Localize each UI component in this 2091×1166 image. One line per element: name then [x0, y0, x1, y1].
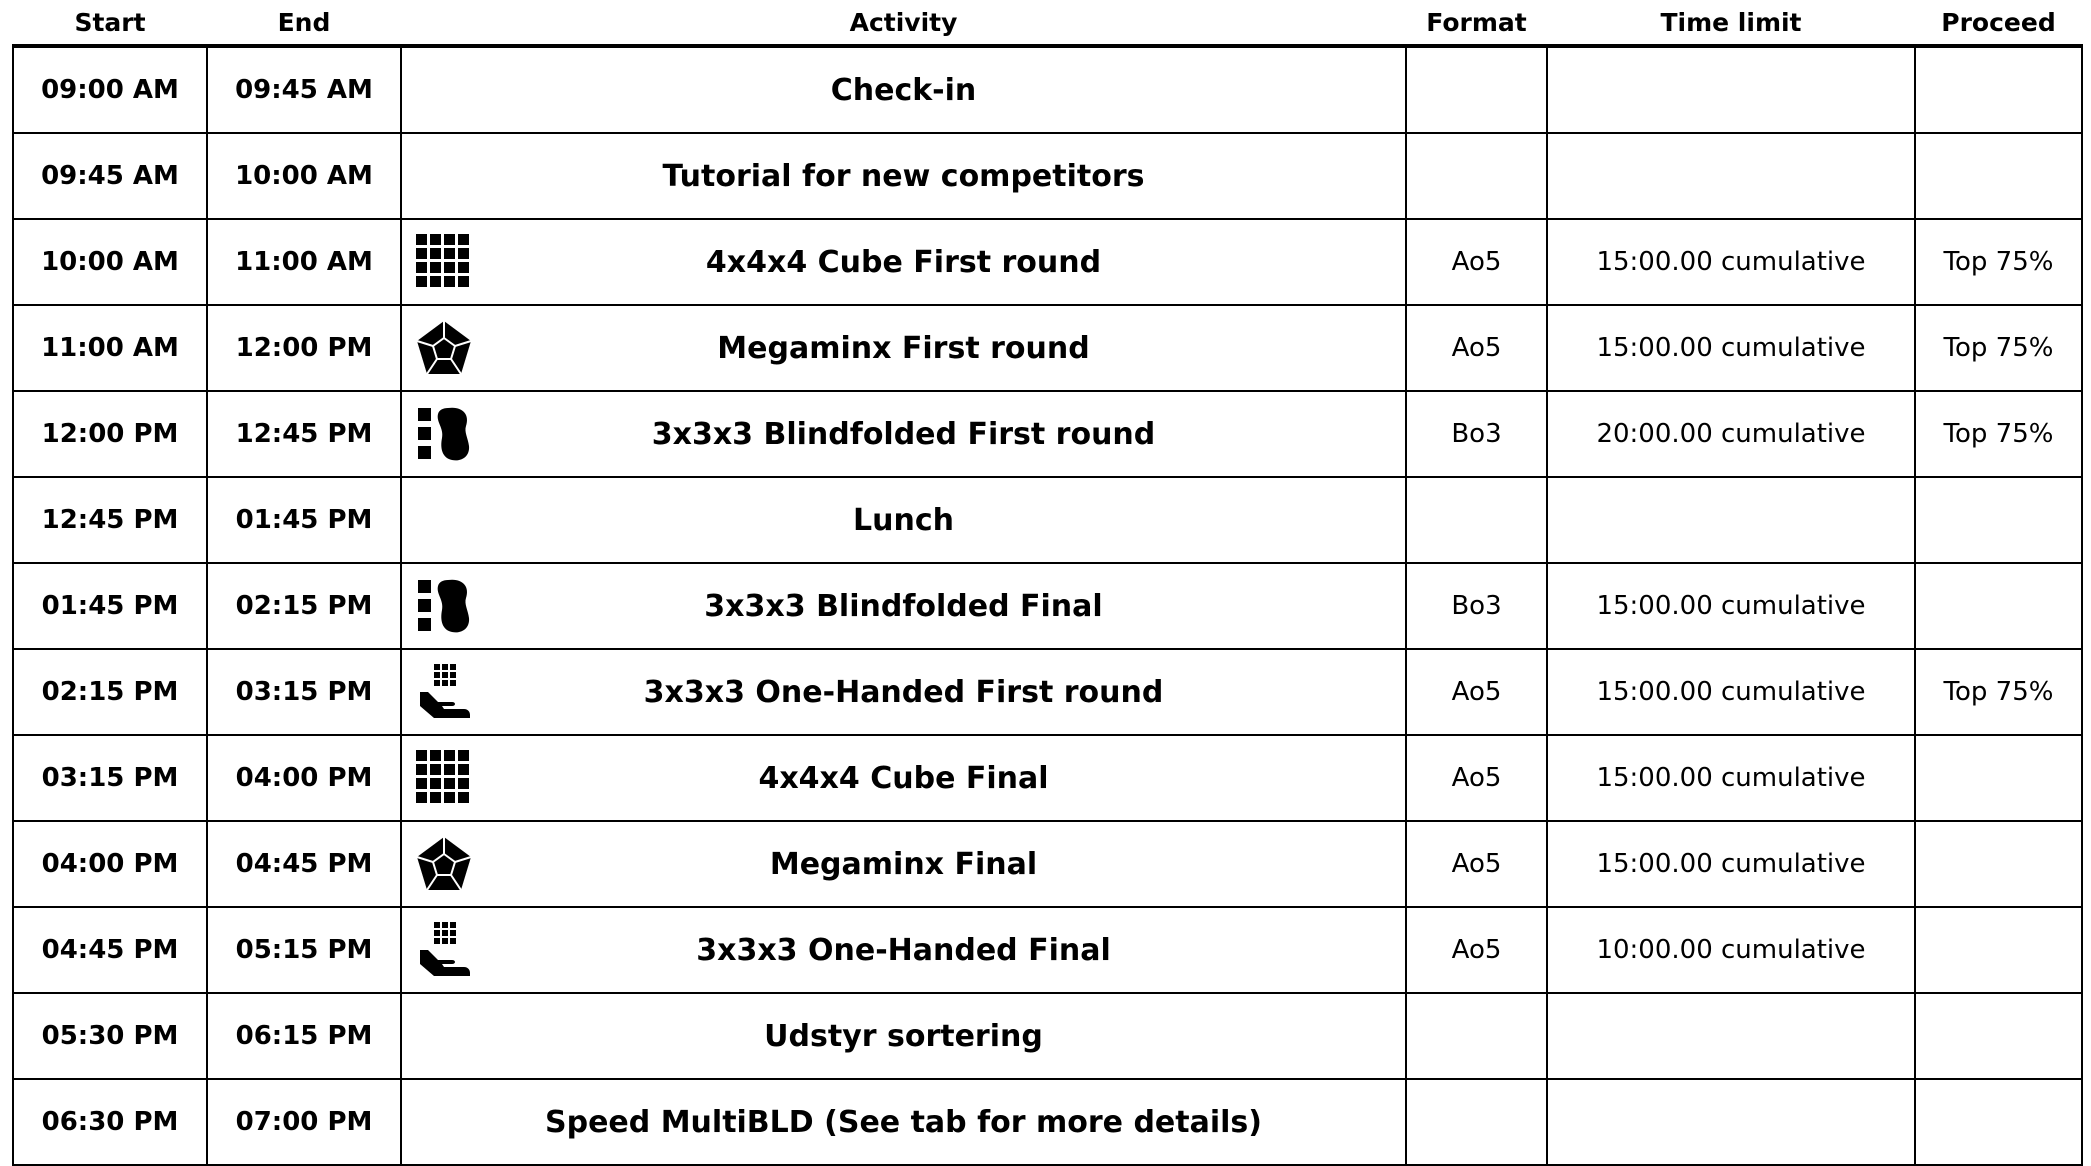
activity-label: Tutorial for new competitors [662, 158, 1145, 194]
schedule-table [12, 0, 2083, 1166]
activity-cell [401, 391, 1406, 477]
activity-cell [401, 563, 1406, 649]
format-cell [1406, 993, 1547, 1079]
start-time-cell: 06:30 PM [13, 1079, 207, 1165]
end-time-cell: 04:00 PM [207, 735, 401, 821]
activity-label: 3x3x3 Blindfolded Final [704, 588, 1103, 624]
proceed-cell: Top 75% [1915, 305, 2082, 391]
proceed-cell [1915, 563, 2082, 649]
format-cell: Ao5 [1406, 735, 1547, 821]
activity-label: 4x4x4 Cube Final [758, 760, 1049, 796]
activity-label: Speed MultiBLD (See tab for more details) [545, 1104, 1262, 1140]
schedule-row [13, 1079, 2082, 1165]
time-limit-cell: 15:00.00 cumulative [1547, 735, 1915, 821]
start-time-cell: 10:00 AM [13, 219, 207, 305]
schedule-row [13, 735, 2082, 821]
schedule-row [13, 305, 2082, 391]
header-end: End [207, 0, 401, 46]
schedule-row [13, 993, 2082, 1079]
header-format: Format [1406, 0, 1547, 46]
proceed-cell [1915, 477, 2082, 563]
megaminx-icon [414, 834, 474, 894]
activity-cell [401, 735, 1406, 821]
activity-cell [401, 649, 1406, 735]
time-limit-cell: 15:00.00 cumulative [1547, 219, 1915, 305]
time-limit-cell: 15:00.00 cumulative [1547, 649, 1915, 735]
format-cell: Ao5 [1406, 305, 1547, 391]
format-cell: Ao5 [1406, 219, 1547, 305]
activity-cell [401, 219, 1406, 305]
end-time-cell: 12:00 PM [207, 305, 401, 391]
schedule-row [13, 219, 2082, 305]
activity-cell [401, 133, 1406, 219]
header-start: Start [13, 0, 207, 46]
schedule-body [13, 46, 2082, 1165]
activity-label: 3x3x3 Blindfolded First round [651, 416, 1156, 452]
schedule-row [13, 563, 2082, 649]
activity-label: Check-in [830, 72, 977, 108]
format-cell: Bo3 [1406, 391, 1547, 477]
end-time-cell: 09:45 AM [207, 46, 401, 133]
activity-cell [401, 993, 1406, 1079]
end-time-cell: 03:15 PM [207, 649, 401, 735]
start-time-cell: 04:45 PM [13, 907, 207, 993]
one-handed-icon [414, 920, 474, 980]
time-limit-cell [1547, 133, 1915, 219]
activity-label: 3x3x3 One-Handed Final [696, 932, 1111, 968]
activity-label: Megaminx Final [769, 846, 1038, 882]
start-time-cell: 02:15 PM [13, 649, 207, 735]
megaminx-icon [414, 318, 474, 378]
format-cell [1406, 133, 1547, 219]
header-activity: Activity [401, 0, 1406, 46]
schedule-row [13, 649, 2082, 735]
format-cell [1406, 477, 1547, 563]
proceed-cell: Top 75% [1915, 649, 2082, 735]
end-time-cell: 06:15 PM [207, 993, 401, 1079]
time-limit-cell: 15:00.00 cumulative [1547, 305, 1915, 391]
end-time-cell: 04:45 PM [207, 821, 401, 907]
format-cell: Ao5 [1406, 649, 1547, 735]
cube-4x4-icon [414, 232, 474, 292]
end-time-cell: 11:00 AM [207, 219, 401, 305]
end-time-cell: 10:00 AM [207, 133, 401, 219]
end-time-cell: 12:45 PM [207, 391, 401, 477]
time-limit-cell [1547, 477, 1915, 563]
start-time-cell: 12:45 PM [13, 477, 207, 563]
format-cell [1406, 46, 1547, 133]
activity-label: Lunch [853, 502, 954, 538]
end-time-cell: 01:45 PM [207, 477, 401, 563]
blindfolded-icon [414, 576, 474, 636]
header-row [13, 0, 2082, 46]
format-cell [1406, 1079, 1547, 1165]
format-cell: Bo3 [1406, 563, 1547, 649]
schedule-container [12, 0, 2081, 1166]
cube-4x4-icon [414, 748, 474, 808]
start-time-cell: 05:30 PM [13, 993, 207, 1079]
proceed-cell [1915, 993, 2082, 1079]
schedule-row [13, 133, 2082, 219]
activity-label: 4x4x4 Cube First round [705, 244, 1102, 280]
proceed-cell [1915, 735, 2082, 821]
schedule-row [13, 821, 2082, 907]
end-time-cell: 02:15 PM [207, 563, 401, 649]
proceed-cell [1915, 133, 2082, 219]
end-time-cell: 05:15 PM [207, 907, 401, 993]
start-time-cell: 09:45 AM [13, 133, 207, 219]
activity-cell [401, 477, 1406, 563]
start-time-cell: 03:15 PM [13, 735, 207, 821]
activity-cell [401, 1079, 1406, 1165]
one-handed-icon [414, 662, 474, 722]
schedule-row [13, 907, 2082, 993]
blindfolded-icon [414, 404, 474, 464]
schedule-row [13, 477, 2082, 563]
activity-label: 3x3x3 One-Handed First round [643, 674, 1164, 710]
time-limit-cell [1547, 46, 1915, 133]
proceed-cell [1915, 46, 2082, 133]
start-time-cell: 09:00 AM [13, 46, 207, 133]
time-limit-cell: 15:00.00 cumulative [1547, 821, 1915, 907]
proceed-cell [1915, 821, 2082, 907]
start-time-cell: 01:45 PM [13, 563, 207, 649]
time-limit-cell [1547, 993, 1915, 1079]
header-time-limit: Time limit [1547, 0, 1915, 46]
start-time-cell: 12:00 PM [13, 391, 207, 477]
start-time-cell: 04:00 PM [13, 821, 207, 907]
time-limit-cell: 20:00.00 cumulative [1547, 391, 1915, 477]
schedule-header [13, 0, 2082, 46]
activity-cell [401, 907, 1406, 993]
schedule-row [13, 46, 2082, 133]
end-time-cell: 07:00 PM [207, 1079, 401, 1165]
time-limit-cell: 10:00.00 cumulative [1547, 907, 1915, 993]
proceed-cell: Top 75% [1915, 391, 2082, 477]
schedule-row [13, 391, 2082, 477]
activity-cell [401, 305, 1406, 391]
activity-cell [401, 46, 1406, 133]
header-proceed: Proceed [1915, 0, 2082, 46]
proceed-cell [1915, 907, 2082, 993]
time-limit-cell: 15:00.00 cumulative [1547, 563, 1915, 649]
time-limit-cell [1547, 1079, 1915, 1165]
activity-label: Udstyr sortering [764, 1018, 1043, 1054]
start-time-cell: 11:00 AM [13, 305, 207, 391]
proceed-cell [1915, 1079, 2082, 1165]
format-cell: Ao5 [1406, 821, 1547, 907]
activity-label: Megaminx First round [717, 330, 1090, 366]
proceed-cell: Top 75% [1915, 219, 2082, 305]
activity-cell [401, 821, 1406, 907]
format-cell: Ao5 [1406, 907, 1547, 993]
